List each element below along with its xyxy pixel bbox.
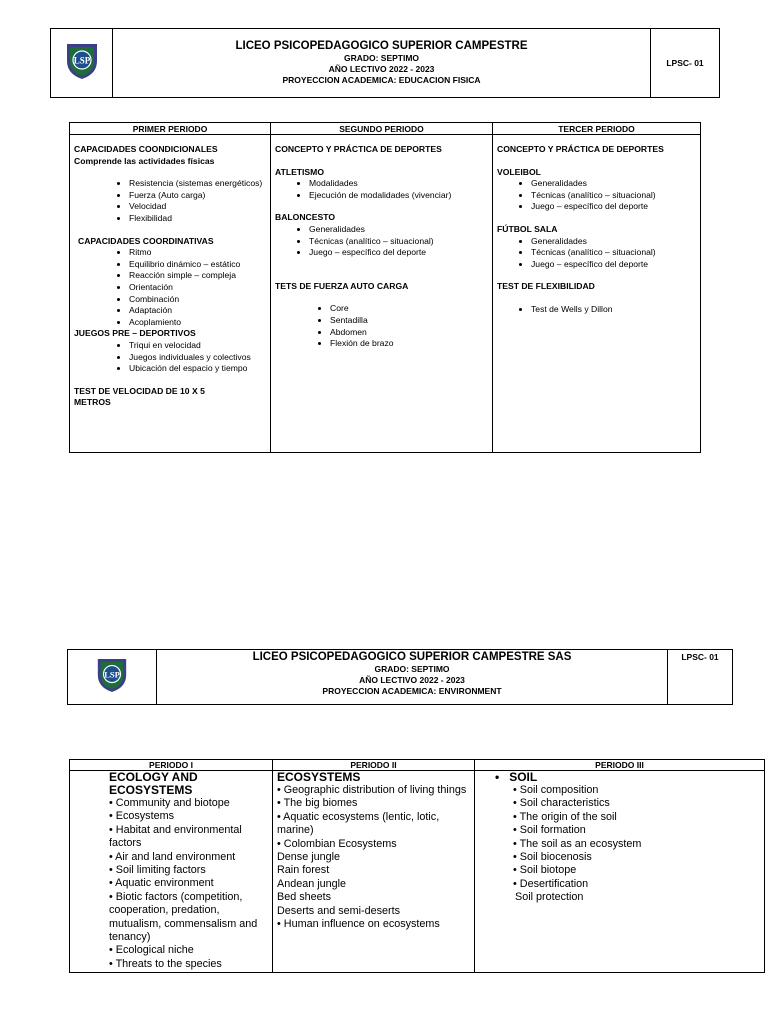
list-item: • Flexibilidad xyxy=(129,213,266,225)
list-item: Bed sheets xyxy=(277,891,332,904)
section-heading: CONCEPTO Y PRÁCTICA DE DEPORTES xyxy=(497,144,664,154)
list-item: • Generalidades xyxy=(531,236,696,248)
section-heading: • SOIL xyxy=(495,770,538,784)
section-heading: CONCEPTO Y PRÁCTICA DE DEPORTES xyxy=(275,144,442,154)
section-heading: FÚTBOL SALA xyxy=(497,223,558,234)
bullet-list xyxy=(74,178,266,224)
section-heading: ATLETISMO xyxy=(275,166,325,177)
period-header: PERIODO II xyxy=(273,760,475,771)
doc-code: LPSC- 01 xyxy=(668,650,733,705)
list-item: • Triqui en velocidad xyxy=(129,340,266,352)
list-item: • Velocidad xyxy=(129,201,266,213)
section-heading: CAPACIDADES COORDINATIVAS xyxy=(78,235,214,246)
header-title-block xyxy=(113,29,651,98)
period-3-content xyxy=(493,135,701,453)
list-item: • Combinación xyxy=(129,294,266,306)
list-item: • Core xyxy=(330,303,488,315)
list-item: • Adaptación xyxy=(129,305,266,317)
school-name: LICEO PSICOPEDAGOGICO SUPERIOR CAMPESTRE xyxy=(235,40,528,52)
soil-list xyxy=(495,784,760,891)
school-year: AÑO LECTIVO 2022 - 2023 xyxy=(359,675,465,685)
period-3-content xyxy=(475,771,765,973)
list-item: • Threats to the species xyxy=(109,957,222,970)
grade: GRADO: SEPTIMO xyxy=(343,53,420,63)
list-item: • Colombian Ecosystems xyxy=(277,837,397,850)
section-heading: TETS DE FUERZA AUTO CARGA xyxy=(275,280,409,291)
list-item: • Flexión de brazo xyxy=(330,338,488,350)
list-item: • Ritmo xyxy=(129,247,266,259)
list-item: • Juego – específico del deporte xyxy=(531,201,696,213)
header-table-1 xyxy=(50,28,720,98)
list-item: • Técnicas (analítico – situacional) xyxy=(531,247,696,259)
list-item: • Biotic factors (competition, cooperation, predation, mutualism, commensalism and tenancy) xyxy=(109,890,258,944)
periods-table-2 xyxy=(69,759,765,973)
list-item: • Juego – específico del deporte xyxy=(309,247,488,259)
list-item: • Habitat and environmental factors xyxy=(109,823,242,850)
list-item: • Acoplamiento xyxy=(129,317,266,329)
period-2-content xyxy=(273,771,475,973)
list-item: • Air and land environment xyxy=(109,850,236,863)
header-table-2 xyxy=(67,649,733,705)
list-item: • Orientación xyxy=(129,282,266,294)
bullet-list xyxy=(74,340,266,375)
list-item: • Generalidades xyxy=(309,224,488,236)
list-item: • Modalidades xyxy=(309,178,488,190)
list-item: • Ecosystems xyxy=(109,810,174,823)
period-header: PERIODO III xyxy=(475,760,765,771)
section-heading: TEST DE VELOCIDAD DE 10 X 5 METROS xyxy=(74,385,205,408)
bullet-list xyxy=(275,178,488,201)
period-header: SEGUNDO PERIODO xyxy=(271,123,493,135)
list-item: • Juegos individuales y colectivos xyxy=(129,352,266,364)
grade: GRADO: SEPTIMO xyxy=(374,664,450,674)
list-item: • Ecological niche xyxy=(109,944,194,957)
projection: PROYECCION ACADEMICA: EDUCACION FISICA xyxy=(282,75,481,85)
list-item: • Soil biotope xyxy=(513,864,577,877)
list-item: Dense jungle xyxy=(277,851,341,864)
list-item: • Resistencia (sistemas energéticos) xyxy=(129,178,266,190)
list-item: • Ejecución de modalidades (vivenciar) xyxy=(309,190,488,202)
bullet-list xyxy=(275,224,488,259)
list-item: • The origin of the soil xyxy=(513,810,617,823)
section-heading: BALONCESTO xyxy=(275,212,336,223)
list-item: • Aquatic environment xyxy=(109,877,214,890)
list-item: • Aquatic ecosystems (lentic, lotic, marine) xyxy=(277,810,440,837)
list-item: • Técnicas (analítico – situacional) xyxy=(531,190,696,202)
list-item: • Técnicas (analítico – situacional) xyxy=(309,236,488,248)
list-item: • Sentadilla xyxy=(330,315,488,327)
section-heading: ECOLOGY AND ECOSYSTEMS xyxy=(109,770,198,797)
section-heading: VOLEIBOL xyxy=(497,166,541,177)
school-shield-logo xyxy=(64,41,100,81)
list-item: • Desertification xyxy=(513,877,589,890)
header-title-block xyxy=(157,650,668,705)
school-shield-logo xyxy=(95,656,129,694)
list-item: • Soil limiting factors xyxy=(109,864,206,877)
list-item: Andean jungle xyxy=(277,877,347,890)
list-item: • Test de Wells y Dillon xyxy=(531,304,696,316)
bullet-list xyxy=(497,304,696,316)
period-1-content xyxy=(70,771,273,973)
bullet-list xyxy=(497,236,696,271)
list-item: • The big biomes xyxy=(277,797,358,810)
list-item: • Soil biocenosis xyxy=(513,851,592,864)
section-heading: CAPACIDADES COONDICIONALES xyxy=(74,144,218,154)
section-heading: JUEGOS PRE – DEPORTIVOS xyxy=(74,328,196,339)
list-item: • Community and biotope xyxy=(109,797,230,809)
period-header: PERIODO I xyxy=(70,760,273,771)
list-item: • Reacción simple – compleja xyxy=(129,270,266,282)
list-item: Deserts and semi-deserts xyxy=(277,904,401,917)
svg-text:LSP: LSP xyxy=(73,55,90,65)
section-heading: ECOSYSTEMS xyxy=(277,770,361,784)
list-item: Soil protection xyxy=(515,891,584,904)
section-heading: TEST DE FLEXIBILIDAD xyxy=(497,281,595,292)
list-item: • Fuerza (Auto carga) xyxy=(129,190,266,202)
bullet-list xyxy=(74,247,266,328)
periods-table-1 xyxy=(69,122,701,453)
list-item: Rain forest xyxy=(277,864,330,877)
list-item: • Ubicación del espacio y tiempo xyxy=(129,363,266,375)
list-item: • Geographic distribution of living things xyxy=(277,784,467,796)
doc-code: LPSC- 01 xyxy=(651,29,720,98)
list-item: • Soil composition xyxy=(513,784,599,796)
list-item: • Soil formation xyxy=(513,824,586,837)
school-year: AÑO LECTIVO 2022 - 2023 xyxy=(328,64,435,74)
period-header: PRIMER PERIODO xyxy=(70,123,271,135)
list-item: • Generalidades xyxy=(531,178,696,190)
bullet-list xyxy=(497,178,696,213)
svg-text:LSP: LSP xyxy=(104,668,120,679)
section-subheading: Comprende las actividades físicas xyxy=(74,155,215,166)
projection: PROYECCION ACADEMICA: ENVIRONMENT xyxy=(322,686,502,696)
list-item: • The soil as an ecosystem xyxy=(513,837,642,850)
list-item: • Human influence on ecosystems xyxy=(277,918,440,931)
list-item: • Abdomen xyxy=(330,327,488,339)
list-item: • Equilibrio dinámico – estático xyxy=(129,259,266,271)
list-item: • Soil characteristics xyxy=(513,797,610,810)
period-header: TERCER PERIODO xyxy=(493,123,701,135)
logo-cell xyxy=(51,29,113,98)
logo-cell xyxy=(68,650,157,705)
school-name: LICEO PSICOPEDAGOGICO SUPERIOR CAMPESTRE SAS xyxy=(252,651,572,663)
period-2-content xyxy=(271,135,493,453)
bullet-list xyxy=(275,303,488,349)
period-1-content xyxy=(70,135,271,453)
list-item: • Juego – específico del deporte xyxy=(531,259,696,271)
